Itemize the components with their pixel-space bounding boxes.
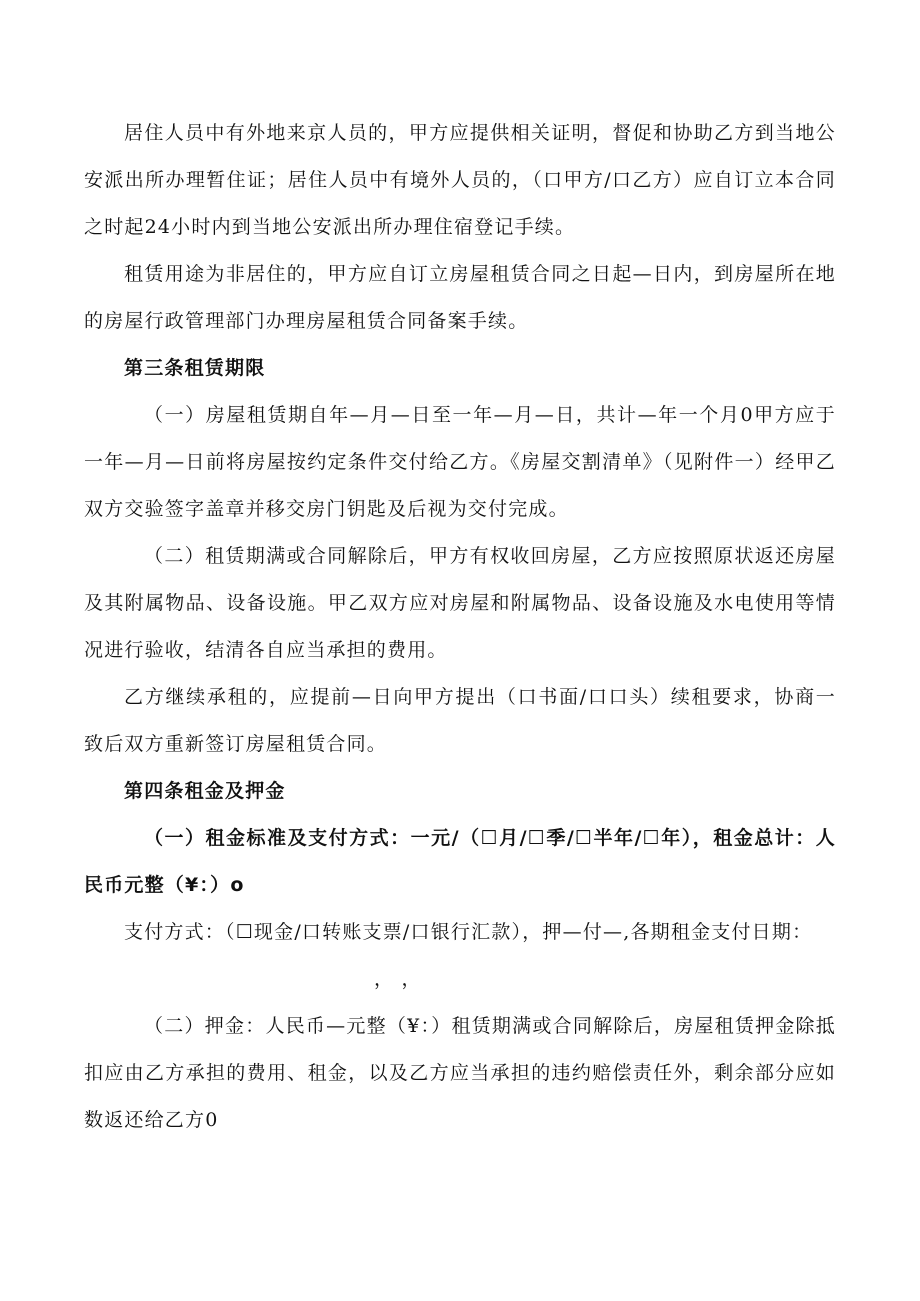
paragraph-payment-dates: ， ，	[374, 968, 422, 990]
heading-article-3-lease-term: 第三条租赁期限	[124, 357, 266, 379]
paragraph-non-residential-filing: 租赁用途为非居住的，甲方应自订立房屋租赁合同之日起—日内，到房屋所在地的房屋行政管理部门办理房屋租赁合同备案手续。	[84, 263, 836, 332]
paragraph-lease-term: （一）房屋租赁期自年—月—日至一年—月—日，共计—年一个月0甲方应于一年—月—日前将房屋按约定条件交付给乙方。《房屋交割清单》（见附件一）经甲乙双方交验签字盖章并移交房门钥匙及后视为交付完成。	[84, 404, 836, 520]
heading-article-4-rent-deposit: 第四条租金及押金	[124, 780, 286, 802]
paragraph-rent-standard: （一）租金标准及支付方式：一元/（☐月/☐季/☐半年/☐年），租金总计：人民币元整（¥：）o	[84, 827, 836, 896]
paragraph-payment-method: 支付方式：（☐现金/口转账支票/口银行汇款），押—付—,各期租金支付日期：	[124, 921, 813, 943]
paragraph-residence-registration: 居住人员中有外地来京人员的，甲方应提供相关证明，督促和协助乙方到当地公安派出所办理暂住证；居住人员中有境外人员的，（口甲方/口乙方）应自订立本合同之时起24小时内到当地公安派出所办理住宿登记手续。	[84, 122, 836, 238]
paragraph-lease-renewal: 乙方继续承租的，应提前—日向甲方提出（口书面/口口头）续租要求，协商一致后双方重新签订房屋租赁合同。	[84, 686, 836, 755]
paragraph-deposit: （二）押金：人民币—元整（¥：）租赁期满或合同解除后，房屋租赁押金除抵扣应由乙方承担的费用、租金，以及乙方应当承担的违约赔偿责任外，剩余部分应如数返还给乙方0	[84, 1015, 836, 1131]
paragraph-lease-expiry: （二）租赁期满或合同解除后，甲方有权收回房屋，乙方应按照原状返还房屋及其附属物品、设备设施。甲乙双方应对房屋和附属物品、设备设施及水电使用等情况进行验收，结清各自应当承担的费用。	[84, 545, 836, 661]
